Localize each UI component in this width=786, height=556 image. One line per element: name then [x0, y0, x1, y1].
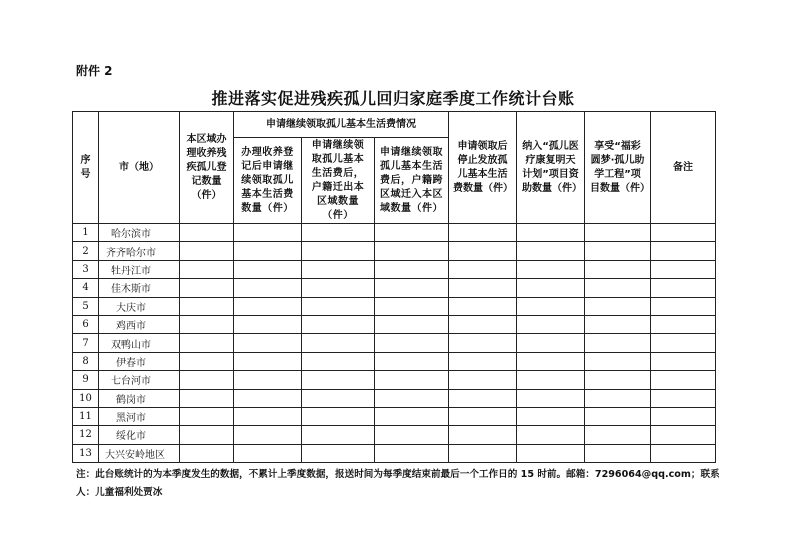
row-city: 伊春市 — [99, 352, 180, 370]
row-number: 11 — [73, 407, 99, 425]
table-row — [73, 315, 716, 333]
row-number: 7 — [73, 334, 99, 352]
row-number: 10 — [73, 389, 99, 407]
header-moved-out: 申请继续领取孤儿基本生活费后，户籍迁出本区域数量（件） — [302, 138, 375, 224]
row-number: 9 — [73, 371, 99, 389]
row-city: 鹤岗市 — [99, 389, 180, 407]
table-row — [73, 407, 716, 425]
page-title: 推进落实促进残疾孤儿回归家庭季度工作统计台账 — [211, 89, 575, 108]
header-allowance-group: 申请继续领取孤儿基本生活费情况 — [234, 112, 449, 138]
row-number: 3 — [73, 260, 99, 278]
table-row — [73, 371, 716, 389]
table-row — [73, 242, 716, 260]
table-row — [73, 260, 716, 278]
row-city: 七台河市 — [99, 371, 180, 389]
row-number: 13 — [73, 444, 99, 462]
header-medical-program: 纳入“孤儿医疗康复明天计划”项目资助数量（件） — [517, 112, 585, 224]
footnote: 注：此台账统计的为本季度发生的数据，不累计上季度数据，报送时间为每季度结束前最后一个工作日的 15 时前。邮箱：7296064@qq.com；联系人：儿童福利处贾冰 — [76, 469, 720, 498]
row-city: 牡丹江市 — [99, 260, 180, 278]
row-city: 大庆市 — [99, 297, 180, 315]
row-city: 黑河市 — [99, 407, 180, 425]
table-row — [73, 389, 716, 407]
row-city: 佳木斯市 — [99, 279, 180, 297]
header-registrations: 本区域办理收养残疾孤儿登记数量（件） — [180, 112, 234, 224]
row-number: 12 — [73, 426, 99, 444]
row-city: 鸡西市 — [99, 315, 180, 333]
row-number: 2 — [73, 242, 99, 260]
table-row — [73, 279, 716, 297]
row-number: 6 — [73, 315, 99, 333]
header-stopped: 申请领取后停止发放孤儿基本生活费数量（件） — [449, 112, 517, 224]
row-number: 5 — [73, 297, 99, 315]
attachment-label: 附件 2 — [76, 64, 113, 78]
row-city: 齐齐哈尔市 — [99, 242, 180, 260]
table-row — [73, 352, 716, 370]
row-city: 双鸭山市 — [99, 334, 180, 352]
table-row — [73, 334, 716, 352]
header-education-program: 享受“福彩圆梦·孤儿助学工程”项目数量（件） — [585, 112, 651, 224]
header-moved-in: 申请继续领取孤儿基本生活费后，户籍跨区域迁入本区域数量（件） — [375, 138, 449, 224]
row-city: 哈尔滨市 — [99, 224, 180, 242]
table-row — [73, 444, 716, 462]
header-allowance-after-adoption: 办理收养登记后申请继续领取孤儿基本生活费数量（件） — [234, 138, 302, 224]
header-remarks: 备注 — [651, 112, 716, 224]
table-row — [73, 426, 716, 444]
row-number: 8 — [73, 352, 99, 370]
table-row — [73, 224, 716, 242]
header-seq: 序号 — [73, 112, 99, 224]
ledger-table — [72, 111, 716, 463]
row-city: 绥化市 — [99, 426, 180, 444]
row-number: 4 — [73, 279, 99, 297]
header-city: 市（地） — [99, 112, 180, 224]
table-row — [73, 297, 716, 315]
row-number: 1 — [73, 224, 99, 242]
row-city: 大兴安岭地区 — [99, 444, 180, 462]
